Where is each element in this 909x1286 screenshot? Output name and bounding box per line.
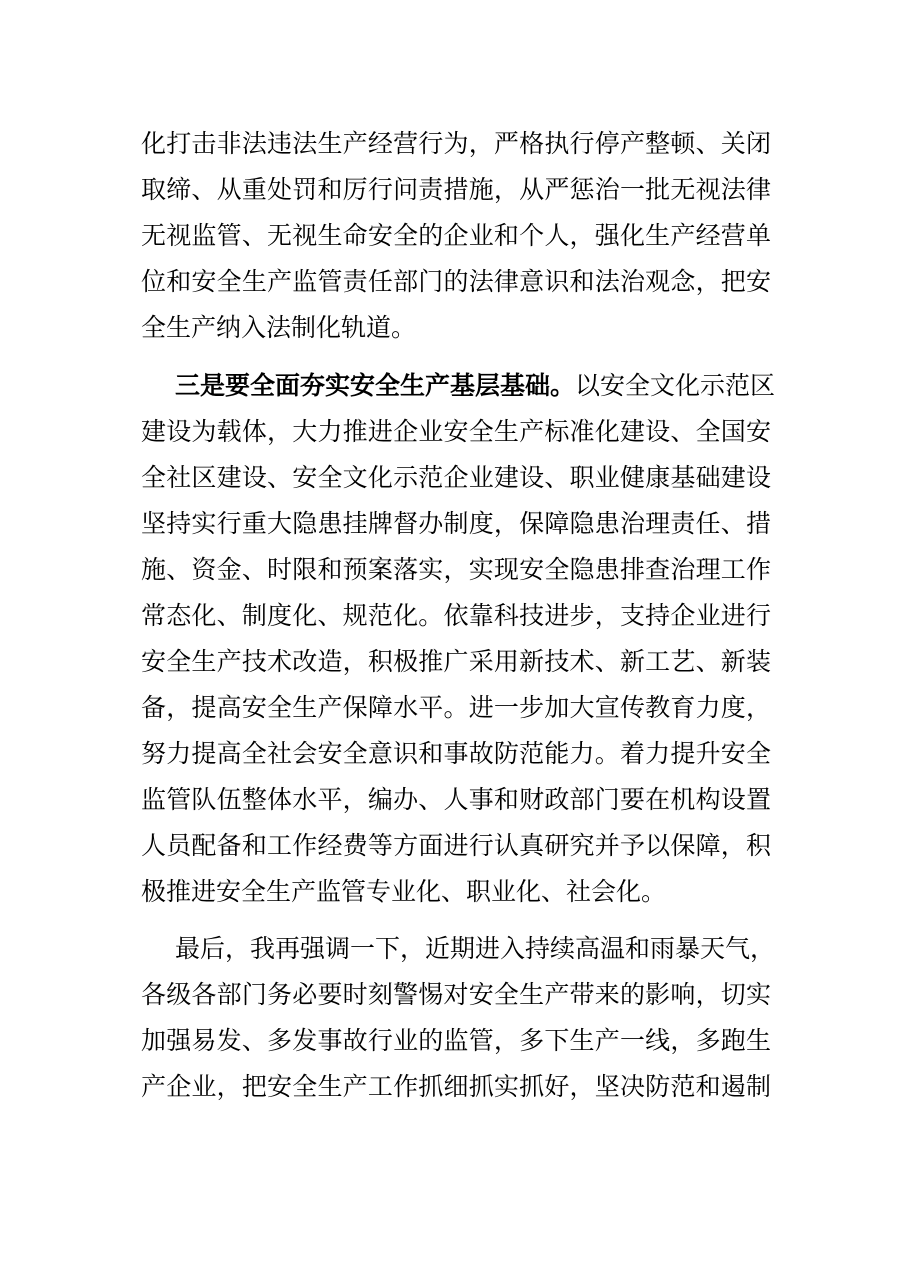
text-line: 取缔、从重处罚和厉行问责措施，从严惩治一批无视法律	[141, 175, 771, 204]
text-line: 全生产纳入法制化轨道。	[141, 313, 417, 342]
text-line: 化打击非法违法生产经营行为，严格执行停产整顿、关闭	[141, 129, 771, 158]
text-fragment: 以安全文化示范区	[575, 371, 776, 400]
text-line: 极推进安全生产监管专业化、职业化、社会化。	[141, 877, 667, 906]
text-line: 各级各部门务必要时刻警惕对安全生产带来的影响，切实	[141, 980, 771, 1009]
text-line: 建设为载体，大力推进企业安全生产标准化建设、全国安	[141, 417, 771, 446]
text-line: 坚持实行重大隐患挂牌督办制度，保障隐患治理责任、措	[141, 509, 771, 538]
text-line: 常态化、制度化、规范化。依靠科技进步，支持企业进行	[141, 601, 771, 630]
text-line: 加强易发、多发事故行业的监管，多下生产一线，多跑生	[141, 1026, 771, 1055]
text-line: 位和安全生产监管责任部门的法律意识和法治观念，把安	[141, 267, 771, 296]
text-line: 备，提高安全生产保障水平。进一步加大宣传教育力度，	[141, 693, 771, 722]
text-line: 无视监管、无视生命安全的企业和个人，强化生产经营单	[141, 221, 771, 250]
text-line: 产企业，把安全生产工作抓细抓实抓好，坚决防范和遏制	[141, 1072, 771, 1101]
text-line-first: 最后，我再强调一下，近期进入持续高温和雨暴天气，	[175, 934, 776, 963]
paragraph-heading: 三是要全面夯实安全生产基层基础。	[175, 371, 576, 400]
text-line: 全社区建设、安全文化示范企业建设、职业健康基础建设	[141, 463, 771, 492]
text-line: 施、资金、时限和预案落实，实现安全隐患排查治理工作	[141, 555, 771, 584]
text-line: 努力提高全社会安全意识和事故防范能力。着力提升安全	[141, 739, 771, 768]
text-line: 安全生产技术改造，积极推广采用新技术、新工艺、新装	[141, 647, 771, 676]
text-line: 人员配备和工作经费等方面进行认真研究并予以保障，积	[141, 831, 771, 860]
paragraph-2	[141, 363, 776, 915]
paragraph-3	[141, 926, 776, 1110]
paragraph-1	[141, 121, 771, 351]
text-line-first	[141, 363, 776, 409]
text-line: 监管队伍整体水平，编办、人事和财政部门要在机构设置	[141, 785, 771, 814]
